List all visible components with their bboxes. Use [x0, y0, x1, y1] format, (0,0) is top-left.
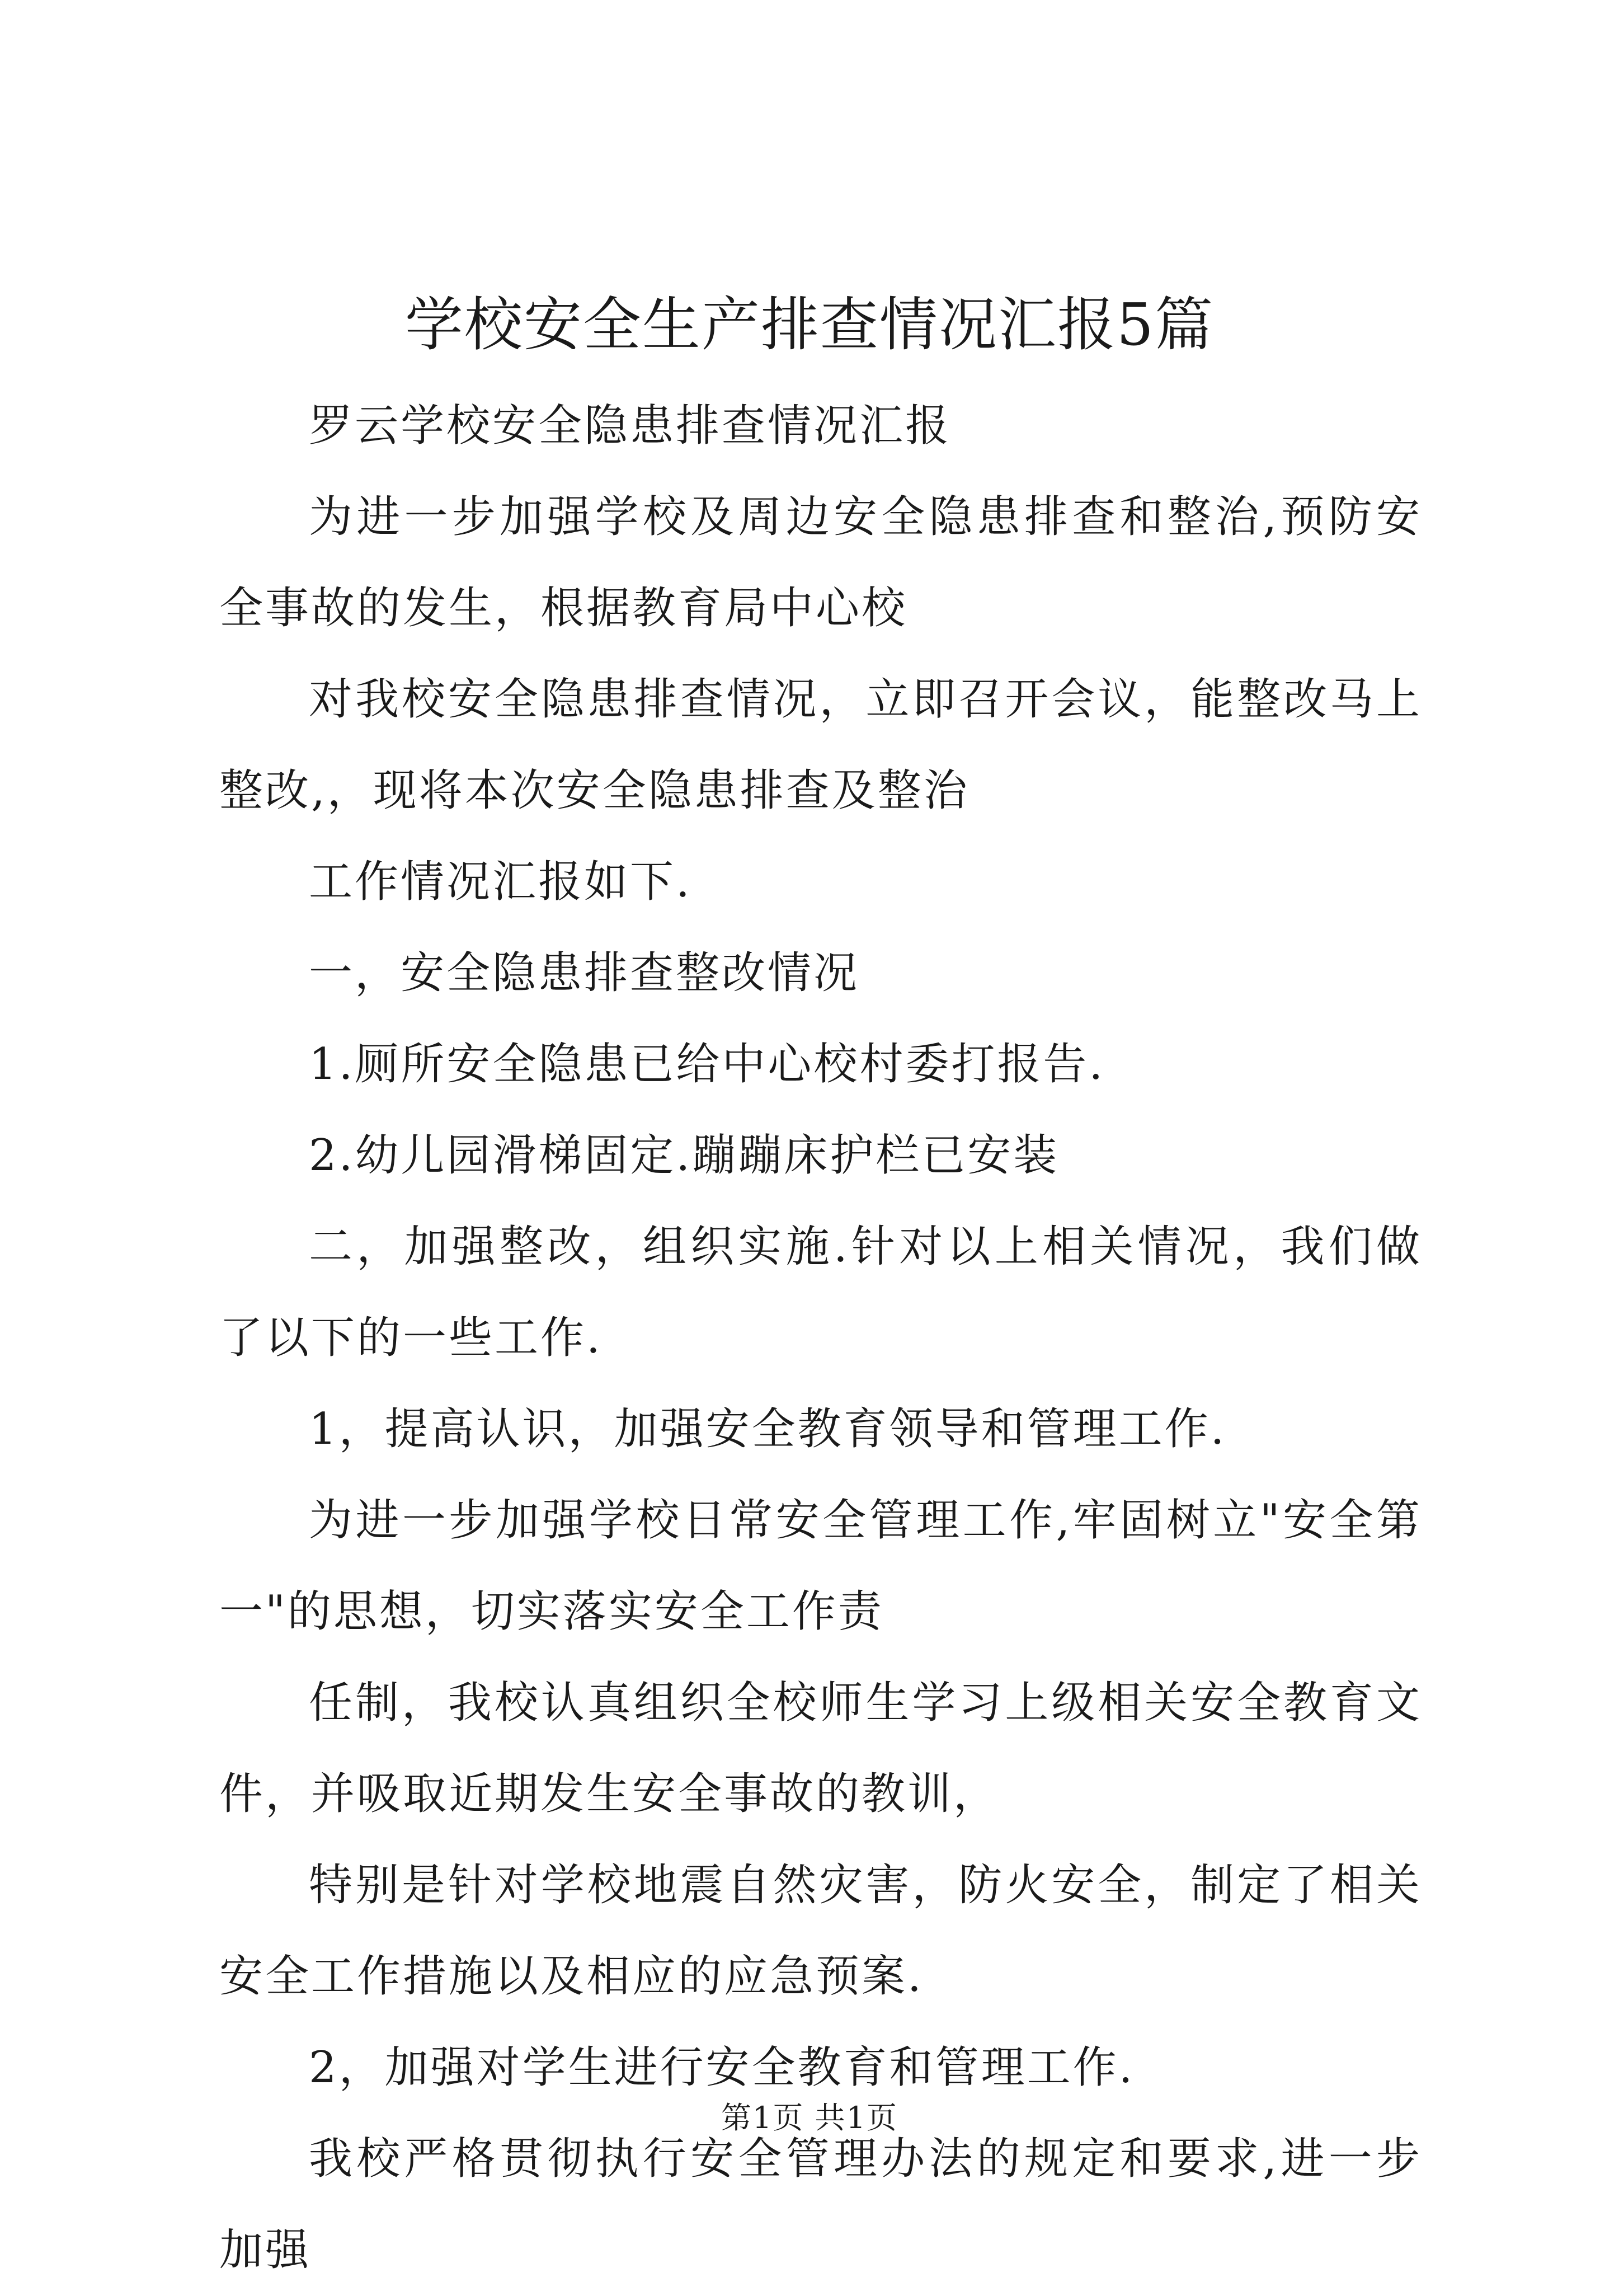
document-body — [219, 381, 1422, 2296]
paragraph: 2.幼儿园滑梯固定.蹦蹦床护栏已安装 — [309, 1130, 1060, 1181]
paragraph: 罗云学校安全隐患排查情况汇报 — [309, 401, 952, 451]
paragraph: 一，安全隐患排查整改情况 — [309, 948, 860, 998]
paragraph: 为进一步加强学校日常安全管理工作,牢固树立"安全第一"的思想，切实落实安全工作责 — [219, 1495, 1422, 1637]
paragraph: 1.厕所安全隐患已给中心校村委打报告. — [309, 1039, 1105, 1090]
paragraph: 为进一步加强学校及周边安全隐患排查和整治,预防安全事故的发生，根据教育局中心校 — [219, 492, 1422, 633]
paragraph: 特别是针对学校地震自然灾害，防火安全，制定了相关安全工作措施以及相应的应急预案. — [219, 1860, 1422, 2002]
page-number-footer: 第1页 共1页 — [721, 2100, 898, 2135]
paragraph: 二，加强整改，组织实施.针对以上相关情况，我们做了以下的一些工作. — [219, 1222, 1422, 1363]
paragraph: 我校严格贯彻执行安全管理办法的规定和要求,进一步加强 — [219, 2134, 1422, 2275]
paragraph: 1，提高认识，加强安全教育领导和管理工作. — [309, 1404, 1227, 1454]
document-title: 学校安全生产排查情况汇报5篇 — [404, 290, 1215, 359]
paragraph: 任制，我校认真组织全校师生学习上级相关安全教育文件，并吸取近期发生安全事故的教训， — [219, 1678, 1422, 1819]
paragraph: 2，加强对学生进行安全教育和管理工作. — [309, 2043, 1135, 2093]
paragraph: 工作情况汇报如下. — [309, 857, 692, 907]
paragraph: 对我校安全隐患排查情况，立即召开会议，能整改马上整改,，现将本次安全隐患排查及整治 — [219, 674, 1422, 816]
